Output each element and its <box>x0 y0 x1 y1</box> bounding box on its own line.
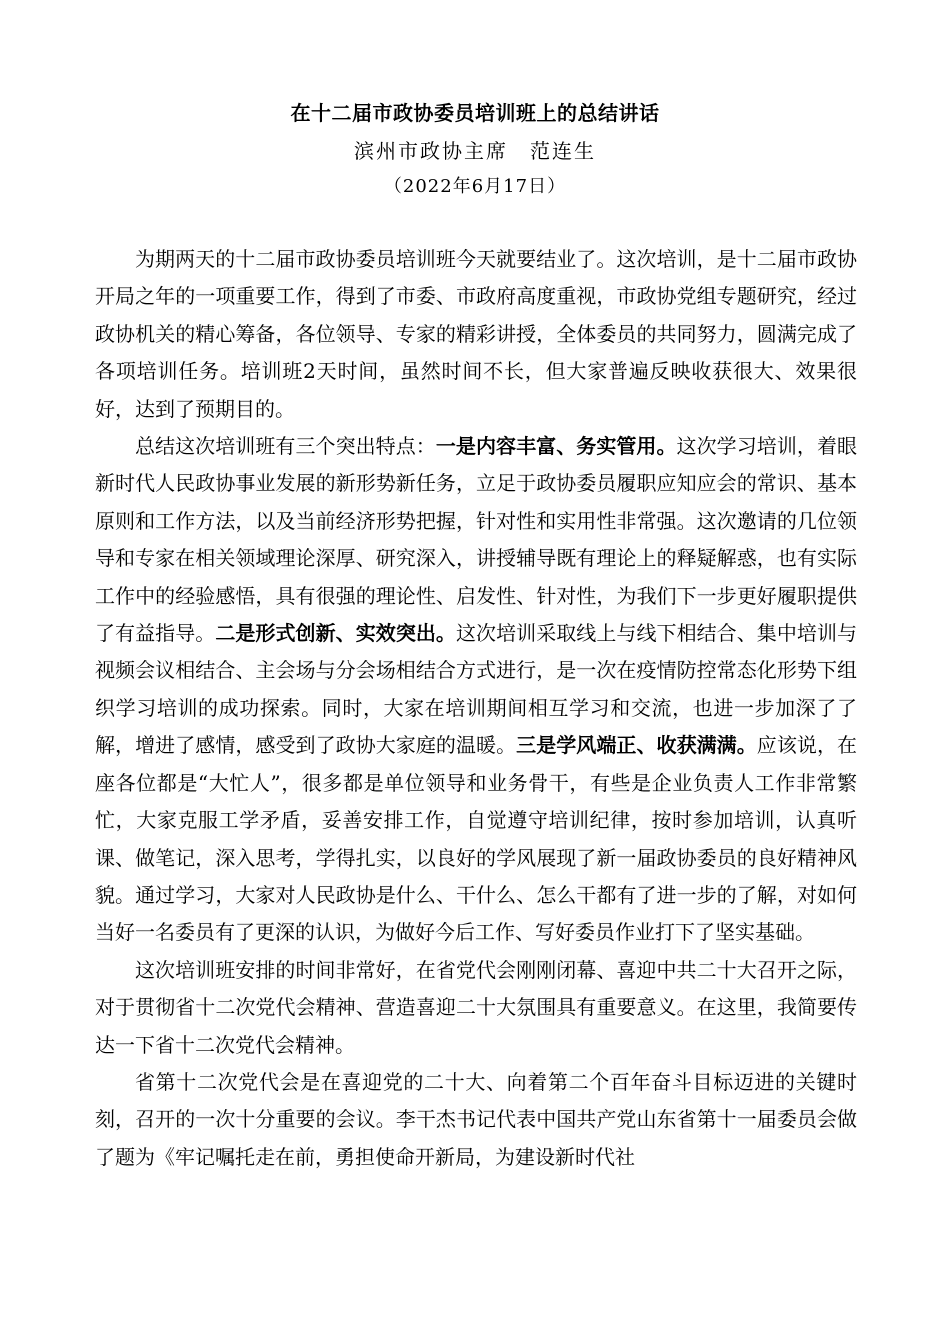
paragraph-2-intro: 总结这次培训班有三个突出特点： <box>135 434 436 459</box>
feature-2-heading: 二是形式创新、实效突出。 <box>215 621 456 646</box>
document-author: 滨州市政协主席 范连生 <box>354 139 596 163</box>
paragraph-3 <box>95 952 857 1064</box>
document-body <box>95 241 857 1176</box>
document-date: （2022年6月17日） <box>383 176 567 197</box>
feature-3-text: 应该说，在座各位都是“大忙人”，很多都是单位领导和业务骨干，有些是企业负责人工作非常繁忙，大家克服工学矛盾，妥善安排工作，自觉遵守培训纪律，按时参加培训，认真听课、做笔记，深入思考，学得扎实，以良好的学风展现了新一届政协委员的良好精神风貌。通过学习，大家对人民政协是什么、干什么、怎么干都有了进一步的了解，对如何当好一名委员有了更深的认识，为做好今后工作、写好委员作业打下了坚实基础。 <box>95 733 858 945</box>
feature-1-heading: 一是内容丰富、务实管用。 <box>435 434 677 459</box>
paragraph-1 <box>95 241 857 428</box>
paragraph-1-text: 为期两天的十二届市政协委员培训班今天就要结业了。这次培训，是十二届市政协开局之年的一项重要工作，得到了市委、市政府高度重视，市政协党组专题研究，经过政协机关的精心筹备，各位领导、专家的精彩讲授，全体委员的共同努力，圆满完成了各项培训任务。培训班2天时间，虽然时间不长，但大家普遍反映收获很大、效果很好，达到了预期目的。 <box>95 247 857 421</box>
feature-2-text: 这次培训采取线上与线下相结合、集中培训与视频会议相结合、主会场与分会场相结合方式进行，是一次在疫情防控常态化形势下组织学习培训的成功探索。同时，大家在培训期间相互学习和交流，也进一步加深了了解，增进了感情，感受到了政协大家庭的温暖。 <box>95 621 858 758</box>
paragraph-4-text: 省第十二次党代会是在喜迎党的二十大、向着第二个百年奋斗目标迈进的关键时刻，召开的一次十分重要的会议。李干杰书记代表中国共产党山东省第十一届委员会做了题为《牢记嘱托走在前，勇担使命开新局，为建设新时代社 <box>95 1069 857 1169</box>
paragraph-4 <box>95 1064 857 1176</box>
paragraph-3-text: 这次培训班安排的时间非常好，在省党代会刚刚闭幕、喜迎中共二十大召开之际，对于贯彻省十二次党代会精神、营造喜迎二十大氛围具有重要意义。在这里，我简要传达一下省十二次党代会精神。 <box>95 957 857 1057</box>
feature-1-text: 这次学习培训，着眼新时代人民政协事业发展的新形势新任务，立足于政协委员履职应知应会的常识、基本原则和工作方法，以及当前经济形势把握，针对性和实用性非常强。这次邀请的几位领导和专家在相关领域理论深厚、研究深入，讲授辅导既有理论上的释疑解惑，也有实际工作中的经验感悟，具有很强的理论性、启发性、针对性，为我们下一步更好履职提供了有益指导。 <box>95 434 858 646</box>
feature-3-heading: 三是学风端正、收获满满。 <box>516 733 757 758</box>
document-title: 在十二届市政协委员培训班上的总结讲话 <box>290 101 660 125</box>
paragraph-2 <box>95 428 857 952</box>
